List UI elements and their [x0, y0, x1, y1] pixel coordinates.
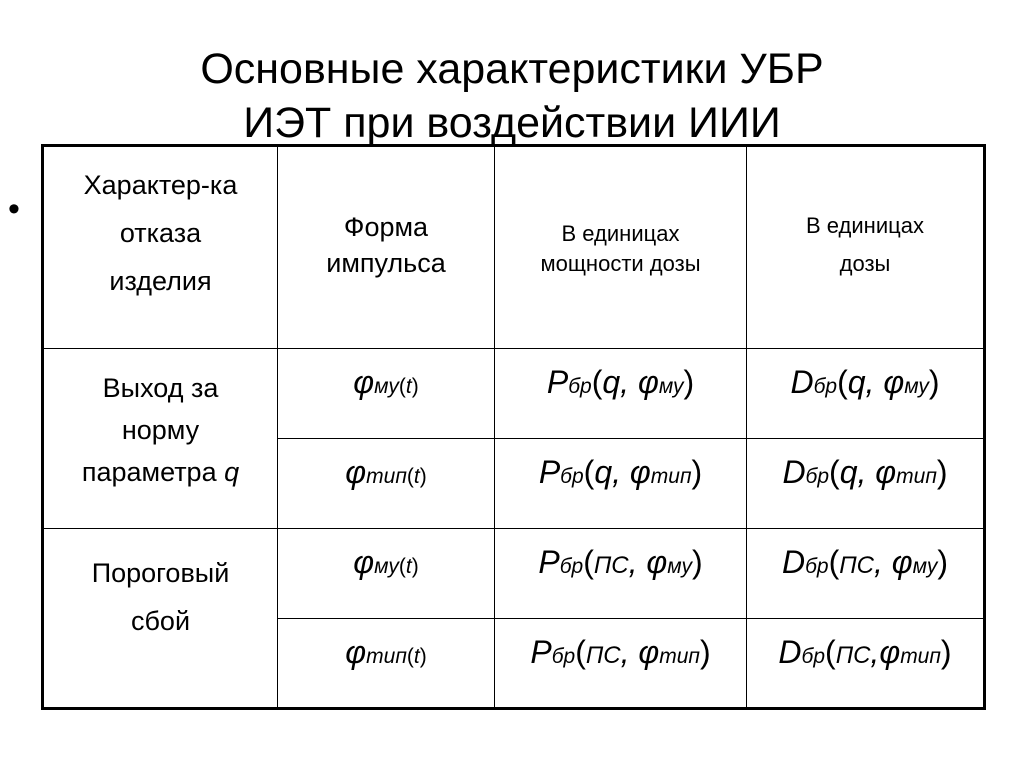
- header-line: Характер-ка: [83, 170, 238, 200]
- characteristics-table: [41, 144, 986, 710]
- row-label-line: норму: [121, 415, 200, 445]
- var-t: t: [405, 375, 412, 398]
- row-label-line: сбой: [130, 606, 191, 636]
- subscript-tip: тип: [366, 645, 407, 668]
- paren: ): [699, 634, 711, 670]
- header-dose-units: [747, 146, 985, 349]
- row-label-text: параметра: [81, 457, 217, 487]
- var-ps: ПС: [835, 642, 871, 669]
- phi-symbol: φ: [638, 634, 660, 670]
- paren: ): [936, 454, 948, 490]
- phi-symbol: φ: [637, 364, 659, 400]
- paren: (: [828, 544, 840, 580]
- phi-symbol: φ: [891, 544, 913, 580]
- title-line-1: Основные характеристики УБР: [200, 45, 824, 93]
- header-line: В единицах: [561, 221, 680, 246]
- header-line: дозы: [839, 251, 891, 276]
- paren: ): [691, 454, 703, 490]
- paren: ): [928, 364, 940, 400]
- formula-P-q-tip: Pбр(q, φтип): [495, 439, 747, 529]
- subscript-mu: му: [912, 555, 938, 578]
- pulse-phi-mu: [278, 349, 495, 439]
- subscript-br: бр: [568, 375, 592, 398]
- table-row: [43, 529, 985, 619]
- paren: (: [406, 645, 414, 668]
- subscript-mu: му: [658, 375, 684, 398]
- subscript-mu: му: [374, 375, 399, 398]
- header-dose-rate-units: [495, 146, 747, 349]
- header-line: отказа: [119, 218, 202, 248]
- var-q: q: [839, 454, 858, 490]
- pulse-phi-tip: [278, 439, 495, 529]
- header-pulse-shape: [278, 146, 495, 349]
- header-line: мощности дозы: [540, 251, 701, 276]
- var-t: t: [413, 645, 420, 668]
- var-ps: ПС: [593, 552, 629, 579]
- formula-D-ps-tip: Dбр(ПС,φтип): [747, 619, 985, 709]
- title-line-2: ИЭТ при воздействии ИИИ: [243, 99, 781, 147]
- var-q: q: [594, 454, 613, 490]
- subscript-tip: тип: [650, 465, 692, 488]
- subscript-br: бр: [551, 645, 576, 668]
- paren: ): [419, 465, 427, 488]
- paren: (: [583, 454, 595, 490]
- phi-symbol: φ: [353, 364, 375, 400]
- var-t: t: [405, 555, 412, 578]
- subscript-tip: тип: [900, 645, 941, 668]
- subscript-br: бр: [805, 555, 829, 578]
- subscript-br: бр: [559, 555, 584, 578]
- param-q: q: [224, 457, 240, 487]
- var-q: q: [602, 364, 621, 400]
- P-symbol: P: [538, 454, 561, 490]
- header-failure-type: [43, 146, 278, 349]
- subscript-mu: му: [904, 375, 929, 398]
- D-symbol: D: [782, 544, 806, 580]
- table-row: [43, 349, 985, 439]
- header-line: импульса: [326, 248, 446, 278]
- D-symbol: D: [778, 634, 802, 670]
- paren: (: [583, 544, 594, 580]
- paren: (: [406, 465, 414, 488]
- header-line: В единицах: [806, 213, 924, 238]
- paren: ): [937, 544, 948, 580]
- phi-symbol: φ: [646, 544, 668, 580]
- paren: (: [591, 364, 603, 400]
- phi-symbol: φ: [345, 634, 367, 670]
- phi-symbol: φ: [345, 454, 367, 490]
- var-q: q: [847, 364, 866, 400]
- paren: ): [419, 645, 427, 668]
- subscript-br: бр: [801, 645, 826, 668]
- P-symbol: P: [546, 364, 569, 400]
- subscript-br: бр: [560, 465, 584, 488]
- pulse-phi-mu: [278, 529, 495, 619]
- phi-symbol: φ: [875, 454, 897, 490]
- D-symbol: D: [790, 364, 814, 400]
- formula-P-ps-mu: Pбр(ПС, φму): [495, 529, 747, 619]
- row-label-line: Пороговый: [91, 558, 230, 588]
- formula-P-ps-tip: Pбр(ПС, φтип): [495, 619, 747, 709]
- subscript-mu: му: [374, 555, 399, 578]
- bullet-marker: •: [8, 190, 20, 228]
- subscript-tip: тип: [659, 645, 700, 668]
- header-line: изделия: [109, 266, 212, 296]
- paren: (: [398, 555, 406, 578]
- var-t: t: [413, 465, 420, 488]
- table-header-row: [43, 146, 985, 349]
- subscript-br: бр: [813, 375, 838, 398]
- paren: ): [940, 634, 952, 670]
- row-label-line: Выход за: [102, 373, 219, 403]
- page-title: [0, 42, 1024, 150]
- subscript-br: бр: [805, 465, 830, 488]
- subscript-tip: тип: [896, 465, 937, 488]
- phi-symbol: φ: [883, 364, 905, 400]
- row-label-line: [44, 451, 277, 493]
- paren: ): [691, 544, 703, 580]
- formula-D-q-tip: Dбр(q, φтип): [747, 439, 985, 529]
- header-line: Форма: [343, 212, 429, 242]
- row-label-threshold-failure: [43, 529, 278, 709]
- paren: ): [411, 555, 419, 578]
- phi-symbol: φ: [879, 634, 901, 670]
- D-symbol: D: [782, 454, 806, 490]
- paren: (: [829, 454, 840, 490]
- phi-symbol: φ: [629, 454, 651, 490]
- paren: (: [825, 634, 836, 670]
- pulse-phi-tip: [278, 619, 495, 709]
- P-symbol: P: [538, 544, 560, 580]
- phi-symbol: φ: [353, 544, 375, 580]
- var-ps: ПС: [839, 552, 874, 579]
- paren: ): [411, 375, 419, 398]
- formula-D-q-mu: Dбр(q, φму): [747, 349, 985, 439]
- formula-P-q-mu: Pбр(q, φму): [495, 349, 747, 439]
- subscript-tip: тип: [366, 465, 407, 488]
- subscript-mu: му: [667, 555, 692, 578]
- paren: ): [683, 364, 695, 400]
- row-label-param-out-of-norm: [43, 349, 278, 529]
- paren: (: [837, 364, 848, 400]
- paren: (: [398, 375, 406, 398]
- paren: (: [575, 634, 586, 670]
- var-ps: ПС: [585, 642, 621, 669]
- formula-D-ps-mu: Dбр(ПС, φму): [747, 529, 985, 619]
- P-symbol: P: [530, 634, 552, 670]
